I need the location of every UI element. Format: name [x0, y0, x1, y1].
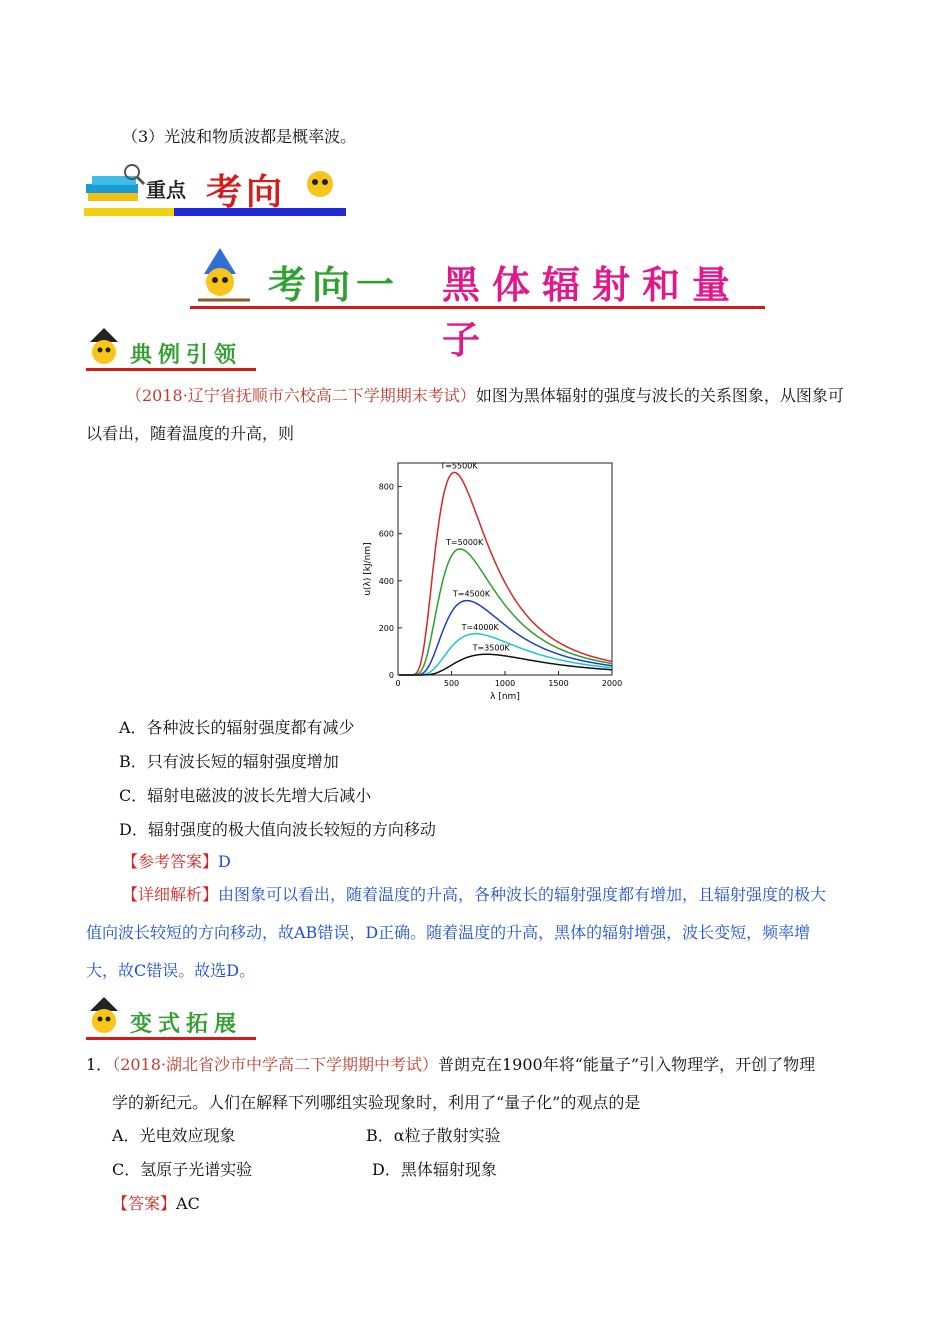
- variant-header: [86, 995, 256, 1045]
- focus-small-text: 重点: [146, 178, 186, 202]
- analysis-line1: 由图象可以看出，随着温度的升高，各种波长的辐射强度都有增加，且辐射强度的极大: [218, 885, 827, 904]
- x-axis-label: λ [nm]: [490, 692, 520, 702]
- x-tick-label: 1500: [548, 679, 569, 688]
- variant-question-line2: 学的新纪元。人们在解释下列哪组实验现象时，利用了“量子化”的观点的是: [112, 1093, 641, 1112]
- variant-answer-label: 【答案】: [112, 1194, 177, 1213]
- variant-question-line1: 普朗克在1900年将“能量子”引入物理学，开创了物理: [438, 1055, 816, 1074]
- example-source: （2018·辽宁省抚顺市六校高二下学期期末考试）: [126, 386, 476, 405]
- blackbody-chart: [356, 455, 636, 705]
- variant-answer: [112, 1194, 200, 1214]
- topic-banner: [190, 244, 765, 362]
- focus-big-text: 考向: [206, 172, 287, 213]
- y-tick-label: 0: [388, 671, 394, 680]
- example-question: [86, 377, 866, 453]
- analysis-label: 【详细解析】: [122, 885, 219, 904]
- example-question-line1: 如图为黑体辐射的强度与波长的关系图象，从图象可: [475, 386, 844, 405]
- x-tick-label: 2000: [601, 679, 623, 688]
- series-label: T=3500K: [472, 643, 510, 653]
- example-analysis: [86, 876, 866, 990]
- variant-number: 1．: [86, 1055, 113, 1074]
- example-header-text: 典例引领: [130, 343, 243, 368]
- variant-answer-value: AC: [176, 1194, 200, 1213]
- series-label: T=4000K: [461, 622, 499, 632]
- x-tick-label: 0: [395, 679, 401, 688]
- example-question-line2: 以看出，随着温度的升高，则: [86, 424, 295, 443]
- analysis-line3: 大，故C错误。故选D。: [86, 961, 256, 980]
- variant-header-text: 变式拓展: [130, 1012, 243, 1037]
- variant-option-d[interactable]: D．黑体辐射现象: [372, 1160, 497, 1179]
- y-tick-label: 400: [378, 576, 394, 586]
- intro-line: （3）光波和物质波都是概率波。: [122, 127, 357, 146]
- topic-title: 黑体辐射和量子: [442, 263, 743, 362]
- option-b[interactable]: B．只有波长短的辐射强度增加: [119, 752, 339, 771]
- variant-question: [86, 1046, 876, 1122]
- example-options: [119, 709, 436, 849]
- option-a[interactable]: A．各种波长的辐射强度都有减少: [119, 718, 355, 737]
- option-d[interactable]: D．辐射强度的极大值向波长较短的方向移动: [119, 820, 436, 839]
- section-focus-banner: [84, 162, 346, 222]
- series-label: T=4500K: [452, 589, 491, 599]
- topic-label: 考向一: [268, 263, 401, 307]
- example-answer: [122, 852, 231, 872]
- x-tick-label: 500: [443, 679, 460, 688]
- y-tick-label: 800: [378, 482, 394, 492]
- analysis-line2: 值向波长较短的方向移动，故AB错误，D正确。随着温度的升高，黑体的辐射增强，波长变短，频率增: [86, 923, 811, 942]
- answer-value: D: [218, 852, 231, 871]
- series-label: T=5500K: [440, 461, 478, 471]
- series-label: T=5000K: [446, 537, 484, 547]
- option-c[interactable]: C．辐射电磁波的波长先增大后减小: [119, 786, 372, 805]
- answer-label: 【参考答案】: [122, 852, 219, 871]
- variant-option-c[interactable]: C．氢原子光谱实验: [112, 1160, 253, 1179]
- y-tick-label: 600: [378, 529, 394, 539]
- variant-option-a[interactable]: A．光电效应现象: [112, 1126, 236, 1145]
- y-tick-label: 200: [378, 623, 394, 633]
- variant-source: （2018·湖北省沙市中学高二下学期期中考试）: [112, 1055, 438, 1074]
- x-tick-label: 1000: [494, 679, 516, 688]
- y-axis-label: u(λ) [kJ/nm]: [363, 542, 373, 596]
- variant-option-b[interactable]: B．α粒子散射实验: [366, 1126, 501, 1145]
- example-header: [86, 326, 256, 376]
